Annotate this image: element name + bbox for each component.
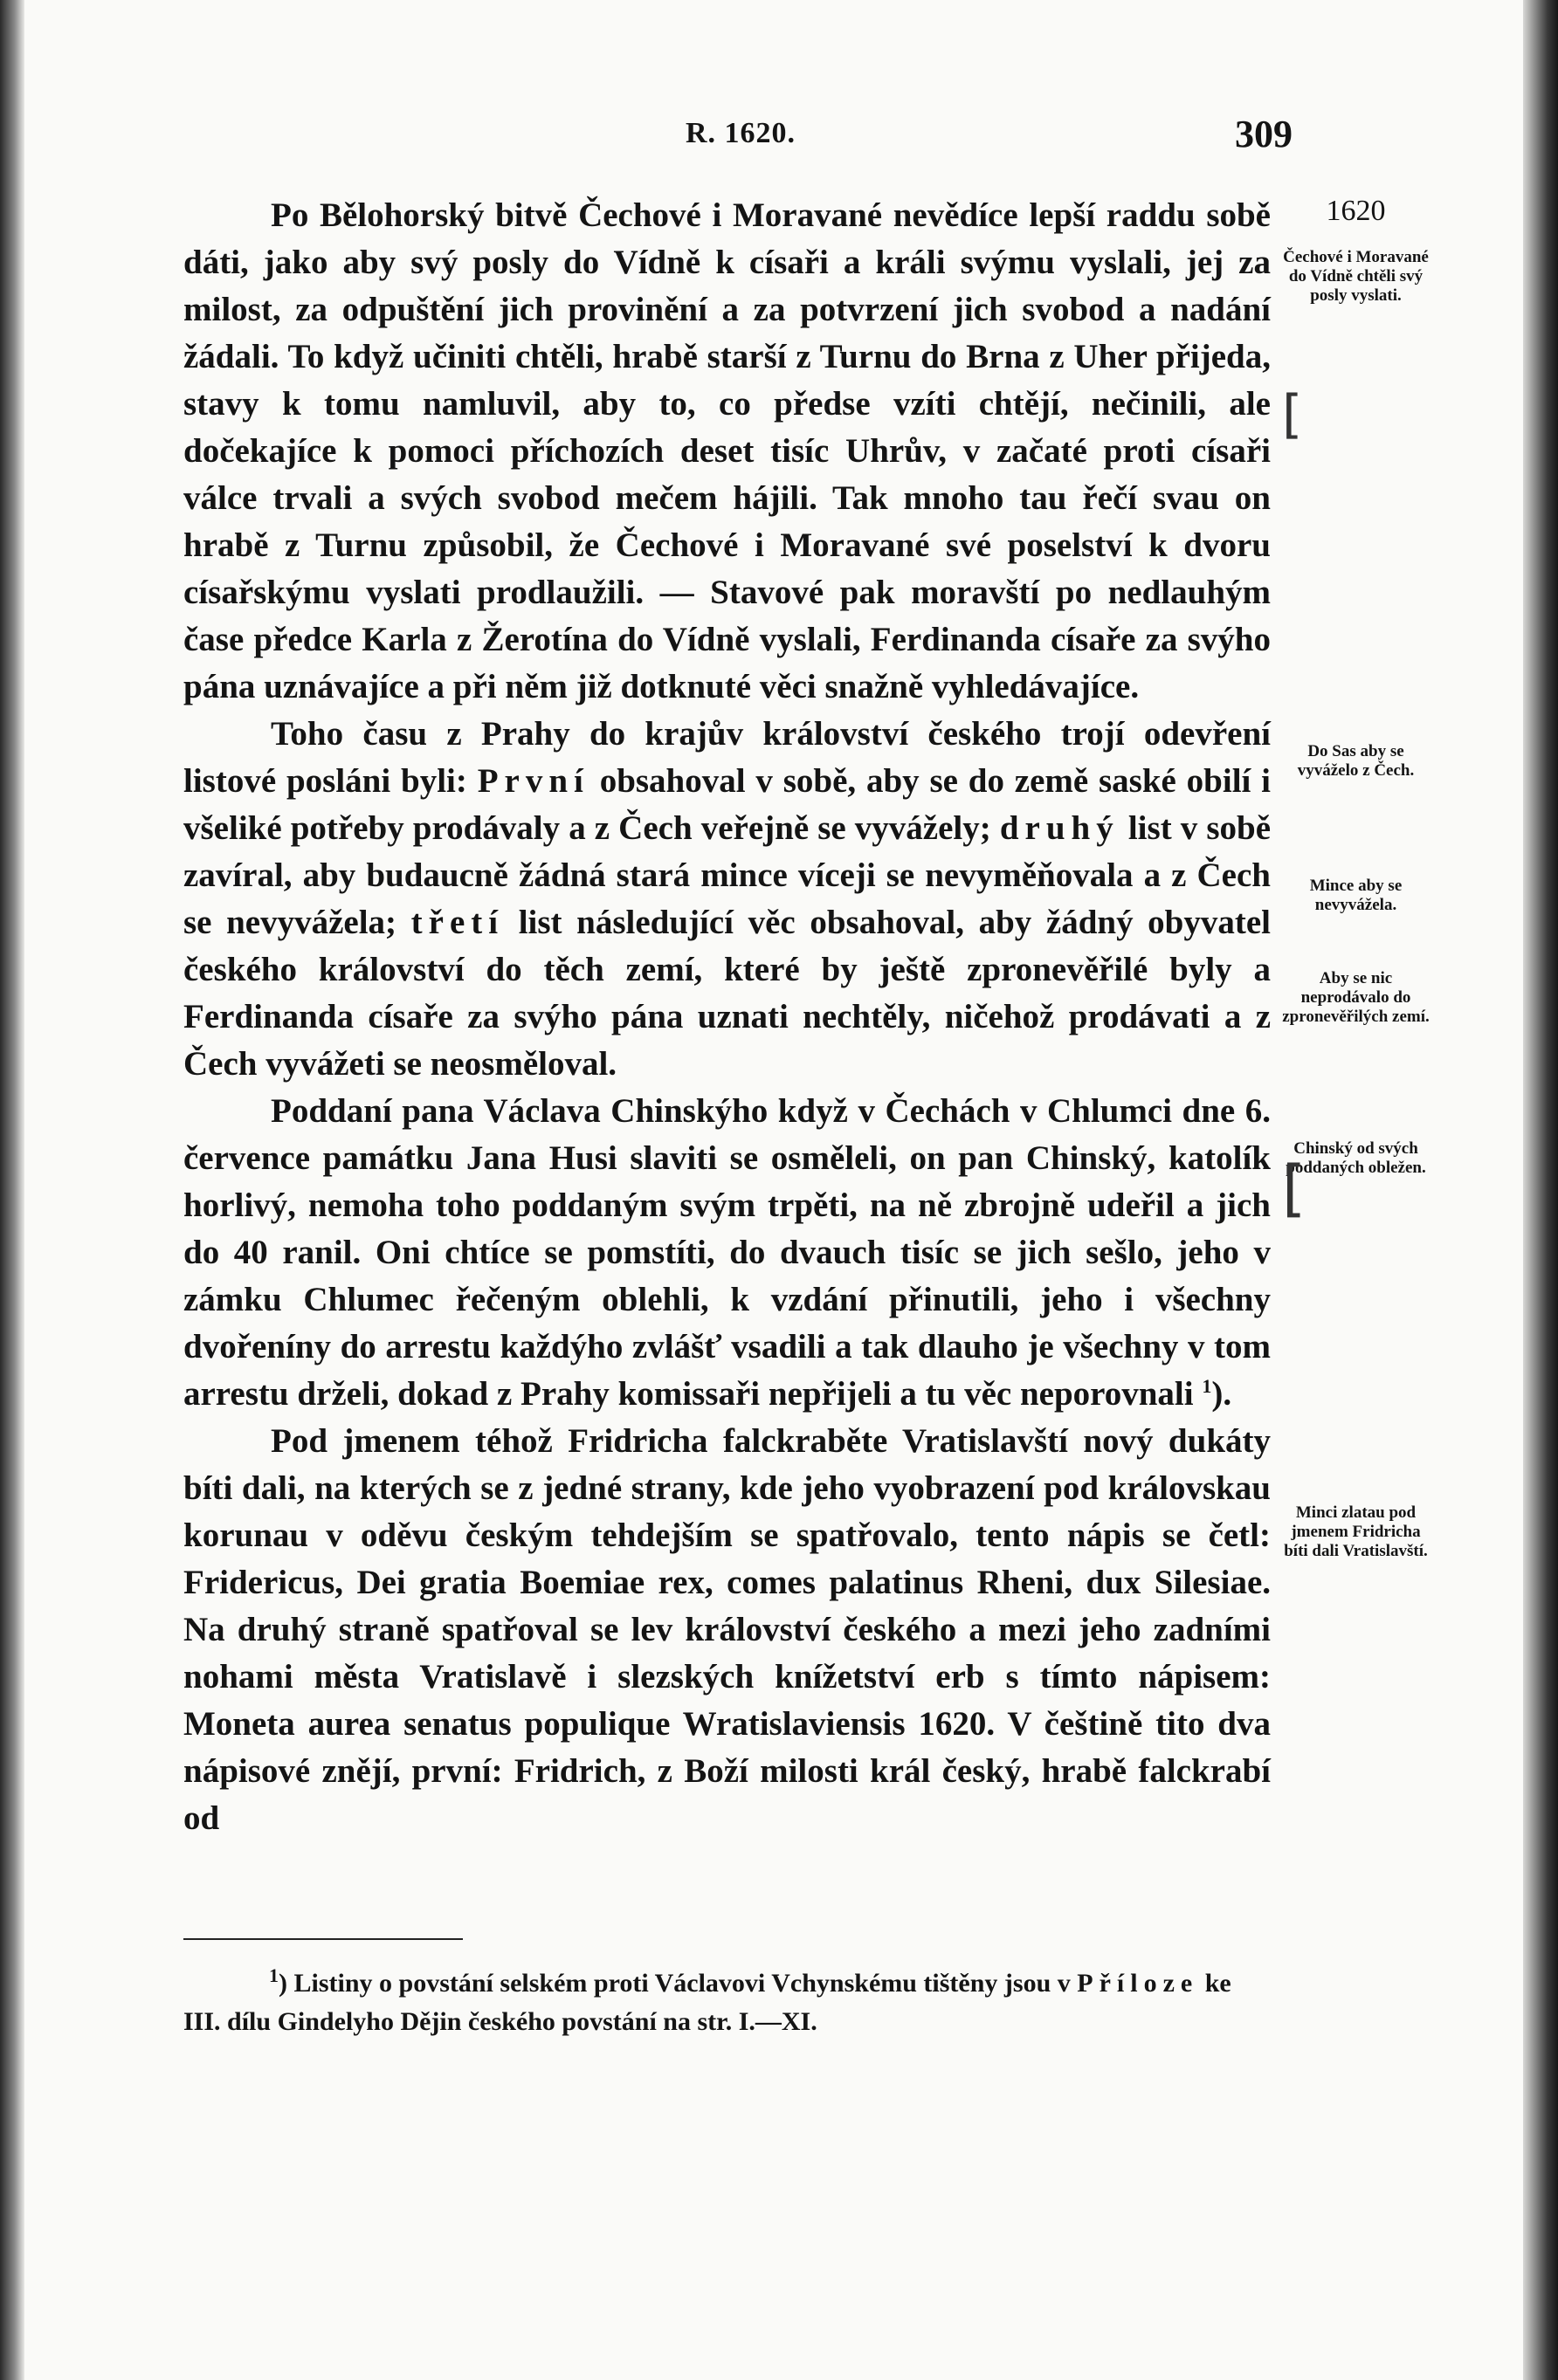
running-header xyxy=(183,112,1293,164)
emphasis-treti: třetí xyxy=(410,904,505,941)
page-edge-right xyxy=(1523,0,1558,2380)
paragraph-2 xyxy=(183,711,1271,1088)
main-text xyxy=(183,192,1271,1842)
margin-year: 1620 xyxy=(1326,195,1386,227)
footnote-part-b: ke III. dílu Gindelyho Dějin českého povstání na str. I.—XI. xyxy=(183,1969,1231,2036)
margin-note-6: Minci zlatau pod jmenem Fridricha bíti dali Vratislavští. xyxy=(1284,1503,1428,1560)
footnote-part-a: ) Listiny o povstání selském proti Václavovi Vchynskému tištěny jsou v xyxy=(279,1969,1071,1998)
margin-note-4: Aby se nic neprodávalo do zpronevěřilých zemí. xyxy=(1282,969,1430,1026)
footnote-text xyxy=(183,1964,1271,2041)
footnote-emphasis: Příloze xyxy=(1077,1969,1199,1998)
paragraph-1: Po Bělohorský bitvě Čechové i Moravané nevědíce lepší raddu sobě dáti, jako aby svý posly do Vídně k císaři a králi svýmu vyslali, jej za milost, za odpuštění jich provinění a za potvrzení jich svobod a nadání žádali. To když učiniti chtěli, hrabě starší z Turnu do Brna z Uher přijeda, stavy k tomu namluvil, aby to, co předse vzíti chtějí, nečinili, ale dočekajíce k pomoci příchozích deset tisíc Uhrův, v začaté proti císaři válce trvali a svých svobod mečem hájili. Tak mnoho tau řečí svau on hrabě z Turnu způsobil, že Čechové i Moravané své poselství k dvoru císařskýmu vyslati prodlaužili. — Stavové pak moravští po nedlauhým čase předce Karla z Žerotína do Vídně vyslali, Ferdinanda císaře za svýho pána uznávajíce a při něm již dotknuté věci snažně vyhledávajíce. xyxy=(183,196,1271,705)
margin-note-1: Čechové i Moravané do Vídně chtěli svý posly vyslati. xyxy=(1283,248,1429,305)
paragraph-2-part-d: list následující věc obsahoval, aby žádný obyvatel českého království do těch zemí, které by ještě zpronevěřilé byly a Ferdinanda císaře za svýho pána uznati nechtěly, ničehož prodávati a z Čech vyvážeti se neosměloval. xyxy=(183,904,1272,1083)
margin-note-2: Do Sas aby se vyváželo z Čech. xyxy=(1297,742,1415,780)
paragraph-2-part-b: obsahoval v sobě, aby se do země saské obilí i všeliké potřeby prodávaly a z Čech veřejně se vyvážely; xyxy=(183,762,1272,847)
footnote xyxy=(183,1964,1271,2041)
page-number: 309 xyxy=(1235,113,1293,155)
emphasis-prvni: První xyxy=(477,762,589,800)
footnote-rule xyxy=(183,1938,463,1940)
page-edge-left xyxy=(0,0,24,2380)
paragraph-2-part-a: Toho času z Prahy do krajův království českého trojí odevření listové posláni byli: xyxy=(183,715,1271,800)
footnote-reference: 1 xyxy=(1202,1375,1212,1397)
paragraph-2-part-c: list v sobě zavíral, aby budaucně žádná stará mince víceji se nevyměňovala a z Čech se nevyvážela; xyxy=(183,809,1272,941)
header-title: R. 1620. xyxy=(686,117,796,149)
pencil-bracket-2: [ xyxy=(1282,1152,1306,1224)
margin-note-3: Mince aby se nevyvážela. xyxy=(1309,877,1403,914)
footnote-marker: 1 xyxy=(269,1964,279,1986)
emphasis-druhy: druhý xyxy=(999,809,1120,847)
paragraph-3-end: ). xyxy=(1211,1375,1232,1413)
margin-note-5: Chinský od svých poddaných obležen. xyxy=(1286,1139,1426,1177)
paragraph-3 xyxy=(183,1088,1271,1418)
paragraph-4: Pod jmenem téhož Fridricha falckraběte Vratislavští nový dukáty bíti dali, na kterých se z jedné strany, kde jeho vyobrazení pod královskau korunau v oděvu českým tehdejším se spatřovalo, tento nápis se četl: Fridericus, Dei gratia Boemiae rex, comes palatinus Rheni, dux Silesiae. Na druhý straně spatřoval se lev království českého a mezi jeho zadními nohami města Vratislavě i slezských knížetství erb s tímto nápisem: Moneta aurea senatus populique Wratislaviensis 1620. V češtině tito dva nápisové znějí, první: Fridrich, z Boží milosti král český, hrabě falckrabí od xyxy=(183,1422,1271,1837)
pencil-bracket-1: [ xyxy=(1282,384,1303,445)
paragraph-3-text: Poddaní pana Václava Chinskýho když v Čechách v Chlumci dne 6. července památku Jana Husi slaviti se osměleli, on pan Chinský, katolík horlivý, nemoha toho poddaným svým trpěti, na ně zbrojně udeřil a jich do 40 ranil. Oni chtíce se pomstíti, do dvauch tisíc se jich sešlo, jeho v zámku Chlumec řečeným oblehli, k vzdání přinutili, jeho i všechny dvořeníny do arrestu každýho zvlášť vsadili a tak dlauho je všechny v tom arrestu drželi, dokad z Prahy komissaři nepřijeli a tu věc neporovnali xyxy=(183,1092,1271,1413)
